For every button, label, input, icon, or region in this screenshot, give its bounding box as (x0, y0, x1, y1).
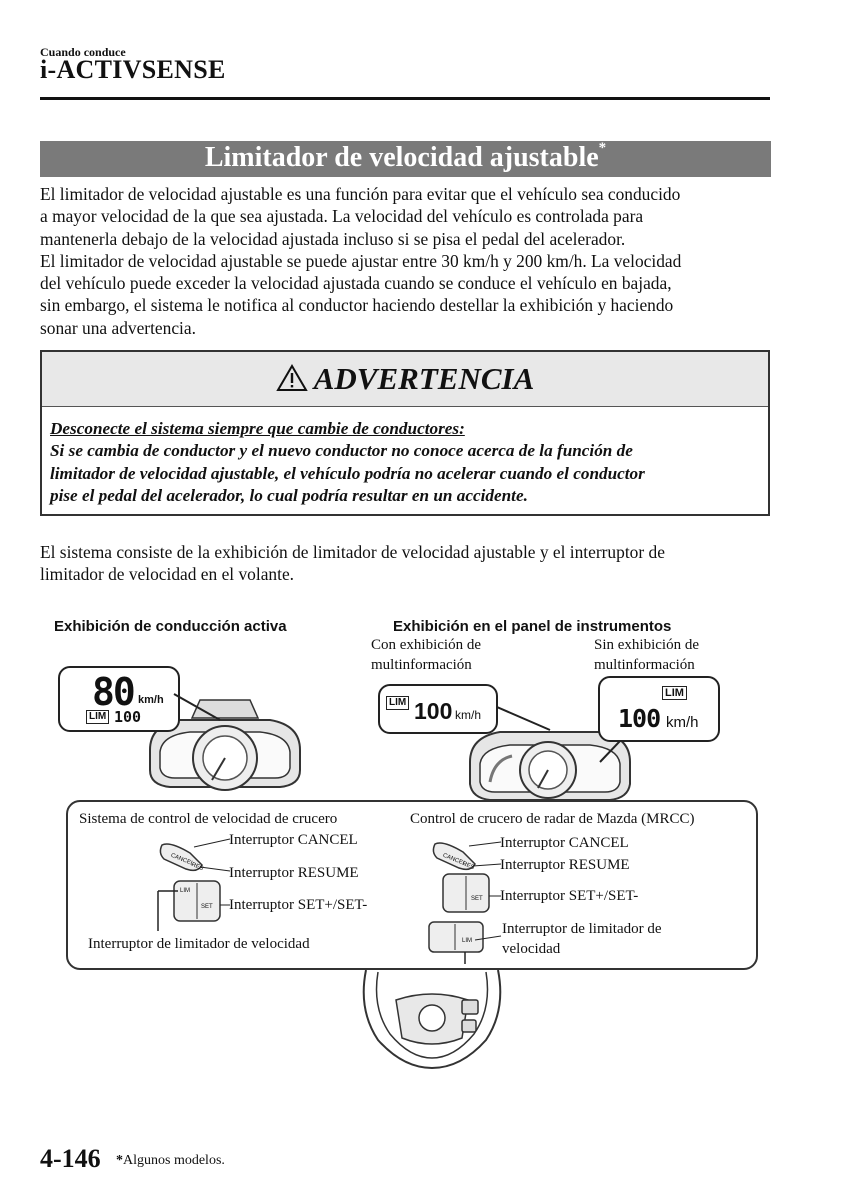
right-speed: 100 (618, 704, 661, 733)
right-switch-set-text: SET (471, 896, 483, 902)
mrcc-switch-right (425, 836, 505, 966)
left-limiter-label: Interruptor de limitador de velocidad (88, 936, 310, 952)
warning-subtitle: Desconecte el sistema siempre que cambie de conductores: (50, 419, 465, 438)
mid-lim-tag: LIM (386, 696, 409, 710)
right-resume-label: Interruptor RESUME (500, 857, 630, 873)
warning-triangle-icon (276, 364, 308, 392)
steering-wheel (358, 960, 506, 1070)
mrcc-title: Control de crucero de radar de Mazda (MRCC) (410, 811, 695, 827)
left-resume-label: Interruptor RESUME (229, 865, 359, 881)
hud-unit: km/h (138, 694, 164, 706)
chapter-title: i-ACTIVSENSE (40, 55, 226, 84)
left-switch-cancel-text: CANCEL (169, 852, 195, 868)
hud-pointer (170, 690, 230, 730)
right-limiter-label: Interruptor de limitador de velocidad (502, 921, 662, 957)
active-display-bubble (58, 666, 180, 732)
right-switch-lim-text: LIM (462, 938, 473, 944)
left-set-label: Interruptor SET+/SET- (229, 897, 368, 913)
left-cancel-label: Interruptor CANCEL (229, 832, 358, 848)
right-set-label: Interruptor SET+/SET- (500, 888, 639, 904)
hud-speed: 80 (92, 670, 134, 714)
hud-limit-value: 100 (114, 708, 142, 726)
hud-lim-tag: LIM (86, 710, 109, 724)
multi-info-bubble (378, 684, 498, 734)
footnote: *Algunos modelos. (116, 1153, 225, 1168)
right-cancel-label: Interruptor CANCEL (500, 835, 629, 851)
left-switch-lim-text: LIM (180, 888, 191, 894)
mid-unit: km/h (455, 708, 482, 722)
with-multi-label: Con exhibición de multinformación (371, 637, 481, 673)
right-unit: km/h (666, 714, 699, 731)
no-multi-info-bubble (598, 676, 720, 742)
section-title: Limitador de velocidad ajustable* (204, 139, 607, 173)
without-multi-label: Sin exhibición de multinformación (594, 637, 699, 673)
warning-body: Desconecte el sistema siempre que cambie de conductores: Si se cambia de conductor y el nuevo conductor no conoce acerca de la función de limitador de velocidad ajustable, el vehículo podría no acelerar cuando el conductor pise el pedal del acelerador, lo cual podría resultar en un accidente. (50, 418, 762, 507)
left-switch-res-text: RES (190, 861, 205, 873)
section-label: Cuando conduce (40, 45, 126, 59)
warning-heading: ADVERTENCIA (42, 352, 768, 407)
page-number: 4-146 (40, 1144, 101, 1173)
right-switch-cancel-text: CANCEL (441, 852, 467, 868)
intro-paragraph: El limitador de velocidad ajustable es una función para evitar que el vehículo sea conducido a mayor velocidad de la que sea ajustada. La velocidad del vehículo es controlada para mantenerla debajo de la velocidad ajustada incluso si se pisa el pedal del acelerador. El limitador de velocidad ajustable se puede ajustar entre 30 km/h y 200 km/h. La velocidad del vehículo puede exceder la velocidad ajustada cuando se conduce el vehículo en bajada, sin embargo, el sistema le notifica al conductor haciendo destellar la exhibición y haciendo sonar una advertencia. (40, 184, 682, 338)
right-lim-tag: LIM (662, 686, 687, 700)
cruise-control-title: Sistema de control de velocidad de crucero (79, 811, 338, 827)
warning-box (40, 350, 770, 516)
active-display-label: Exhibición de conducción activa (54, 618, 287, 635)
cruise-switch-left (150, 835, 235, 935)
header-rule (40, 97, 770, 100)
system-paragraph: El sistema consiste de la exhibición de limitador de velocidad ajustable y el interruptor de limitador de velocidad en el volante. (40, 542, 665, 585)
mid-speed: 100 (414, 698, 453, 724)
section-title-bar (40, 141, 771, 177)
left-switch-set-text: SET (201, 904, 213, 910)
right-switch-res-text: RES (461, 860, 476, 872)
cluster-display-label: Exhibición en el panel de instrumentos (393, 618, 672, 635)
